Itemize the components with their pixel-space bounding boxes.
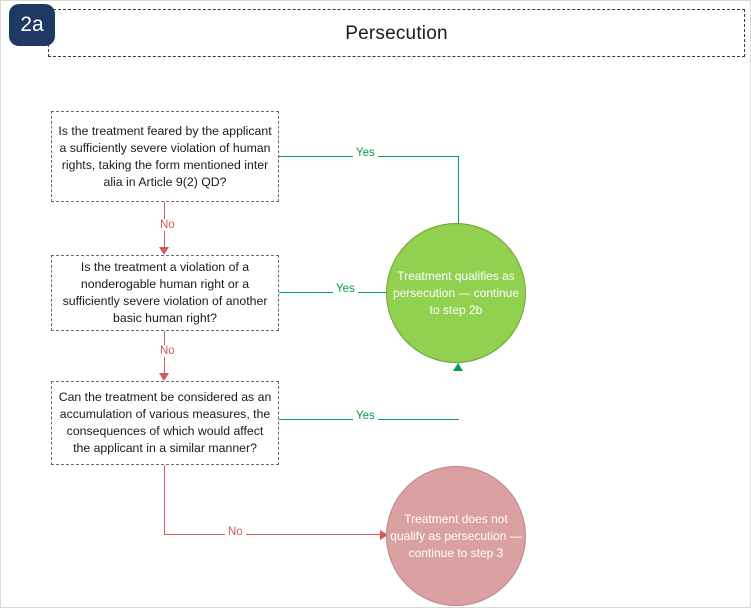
edge-label-q1-yes: Yes	[353, 147, 378, 159]
edge-q1-no-arrow	[159, 247, 169, 255]
edge-label-q2-yes: Yes	[333, 283, 358, 295]
edge-label-q2-no: No	[157, 345, 178, 357]
edge-q3-yes-arrow	[453, 363, 463, 371]
page-title: Persecution	[345, 23, 448, 44]
outcome-not-qualifies-circle[interactable]: Treatment does not qualify as persecution — continue to step 3	[386, 466, 526, 606]
question-box-3[interactable]: Can the treatment be considered as an accumulation of various measures, the consequences of which would affect the applicant in a similar manner?	[51, 381, 279, 465]
edge-label-q3-no: No	[225, 526, 246, 538]
outcome-qualifies-circle[interactable]: Treatment qualifies as persecution — continue to step 2b	[386, 223, 526, 363]
edge-label-q1-no: No	[157, 219, 178, 231]
question-box-2[interactable]: Is the treatment a violation of a nonderogable human right or a sufficiently severe violation of another basic human right?	[51, 255, 279, 331]
edge-q2-no-arrow	[159, 373, 169, 381]
edge-label-q3-yes: Yes	[353, 410, 378, 422]
question-box-1[interactable]: Is the treatment feared by the applicant a sufficiently severe violation of human rights, taking the form mentioned inter alia in Article 9(2) QD?	[51, 111, 279, 202]
edge-q3-no-v	[164, 465, 165, 535]
edge-q3-no-h	[164, 534, 382, 535]
step-badge: 2a	[9, 4, 55, 46]
